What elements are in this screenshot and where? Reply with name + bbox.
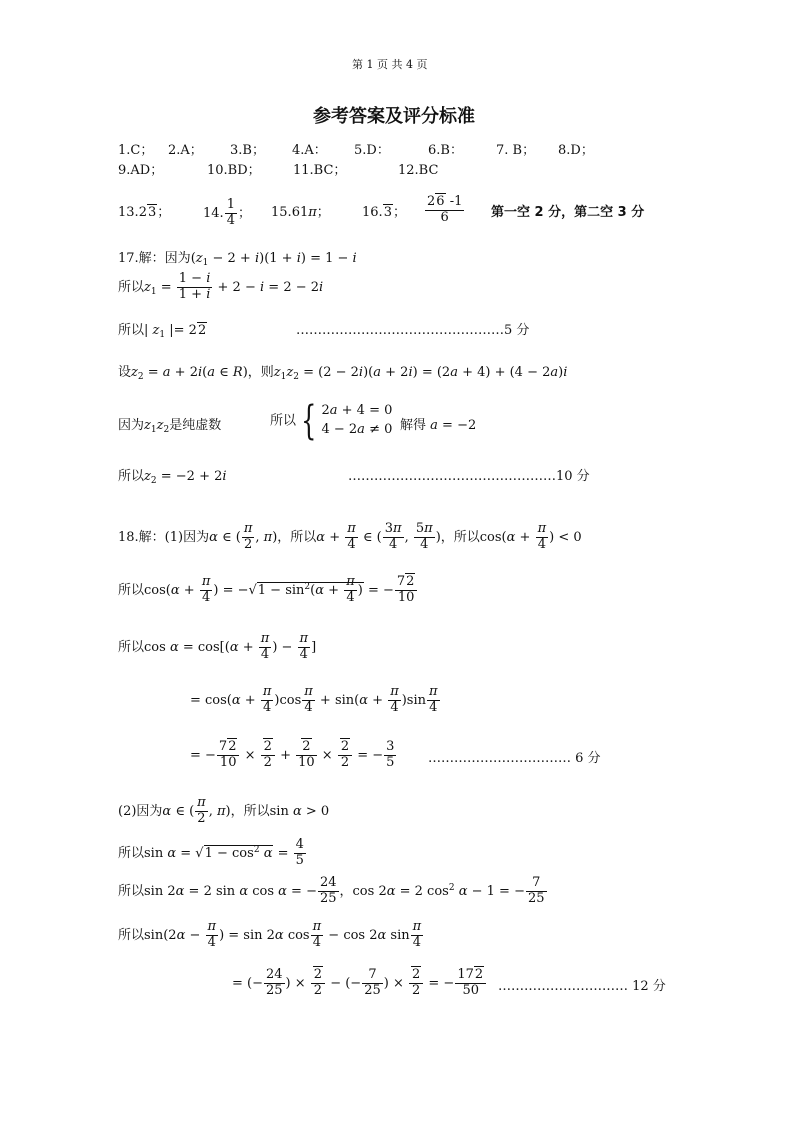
q18-part2-line-5: = (− $\frac{24}{25}$ ) × $\frac{2}{2}$ − (− $\frac{7}{25}$ ) × $\frac{2}{2}$ = − $\frac{172}{50}$: [232, 968, 487, 999]
q18-part2-line-1: (2)因为α ∈ ( $\frac{\pi}{2}$ , π)，所以sin α > 0: [118, 795, 330, 826]
answer-7: 7. B；: [496, 143, 536, 158]
q18-line-1: 18.解：(1)因为α ∈ ( $\frac{\pi}{2}$ , π)，所以α + $\frac{\pi}{4}$ ∈ ( $\frac{3\pi}{4}$ , $\frac{5\pi}{4}$ )，所以cos(α + $\frac{\pi}{4}$ ) < 0: [118, 521, 582, 552]
q18-score-12: ………………………… 12 分: [498, 979, 666, 994]
answer-14: 14. $\frac{1}{4}$ ；: [203, 197, 251, 228]
answer-2: 2.A；: [168, 143, 203, 158]
answer-3: 3.B；: [230, 143, 265, 158]
q17-solution: 解得 a = −2: [400, 418, 477, 433]
q18-line-5: = − $\frac{72}{10}$ × $\frac{2}{2}$ + $\frac{2}{10}$ × $\frac{2}{2}$ = − $\frac{3}{5}$: [190, 739, 395, 770]
q18-part2-line-4: 所以sin(2α − $\frac{\pi}{4}$ ) = sin 2α cos $\frac{\pi}{4}$ − cos 2α sin $\frac{\pi}{4}$: [118, 919, 422, 950]
q17-score-10: …………………………………………10 分: [348, 469, 590, 484]
q18-part2-line-3: 所以sin 2α = 2 sin α cos α = − $\frac{24}{25}$ ，cos 2α = 2 $\cos^2 \alpha - 1$ = − $\frac{7}{25}$: [118, 875, 545, 906]
answer-8: 8.D；: [558, 143, 594, 158]
answer-13: 13.23；: [118, 205, 171, 220]
q17-system: 所以 { 2a + 4 = 0 4 − 2a ≠ 0: [270, 397, 393, 444]
page-title: 参考答案及评分标准: [313, 106, 475, 127]
q18-line-3: 所以cos α = cos[(α + $\frac{\pi}{4}$ ) − $\frac{\pi}{4}$ ]: [118, 631, 317, 662]
answer-6: 6.B：: [428, 143, 463, 158]
answer-16-second: $\frac{26 -1}{6}$: [427, 194, 463, 225]
answer-1: 1.C；: [118, 143, 154, 158]
answer-10: 10.BD；: [207, 163, 261, 178]
q18-part2-line-2: 所以$\sin \alpha = √1 - \cos^2 \alpha$ = $\frac{4}{5}$: [118, 837, 304, 868]
page-number: 第 1 页 共 4 页: [352, 58, 428, 71]
answer-15: 15.61π；: [271, 205, 330, 220]
answer-5: 5.D：: [354, 143, 390, 158]
q17-line-1: 17.解：因为$(z_1 - 2 + i)(1 + i) = 1 - i$: [118, 251, 357, 268]
q17-score-5: …………………………………………5 分: [296, 323, 530, 338]
q18-score-6: …………………………… 6 分: [428, 751, 601, 766]
q17-line-2: 所以$z_1$ = $\frac{1 - i}{1 + i}$ + 2 − i = 2 − 2i: [118, 271, 324, 302]
answer-4: 4.A：: [292, 143, 327, 158]
answer-11: 11.BC；: [293, 163, 347, 178]
q17-line-5: 因为$z_1z_2$是纯虚数: [118, 418, 222, 435]
answer-16: 16.3；: [362, 205, 406, 220]
q17-line-4: 设$z_2 = a + 2i(a$ ∈ R)，则$z_1z_2 = (2 - 2i)(a + 2i) = (2a + 4) + (4 - 2a)i$: [118, 365, 568, 382]
q17-line-3: 所以| $z_1$ |= 22: [118, 323, 207, 340]
score-note: 第一空 2 分，第二空 3 分: [491, 205, 645, 220]
answer-12: 12.BC: [398, 163, 439, 178]
answer-9: 9.AD；: [118, 163, 164, 178]
q17-line-6: 所以$z_2 = -2 + 2i$: [118, 469, 227, 486]
q18-line-2: 所以cos(α + $\frac{\pi}{4}$ ) = $-√1 - \sin^2(\alpha$ + $\frac{\pi}{4}$ ) = − $\frac{72}{10}$: [118, 575, 418, 606]
q18-line-4: = cos(α + $\frac{\pi}{4}$ )cos $\frac{\pi}{4}$ + sin(α + $\frac{\pi}{4}$ )sin $\frac{\pi}{4}$: [190, 684, 438, 715]
